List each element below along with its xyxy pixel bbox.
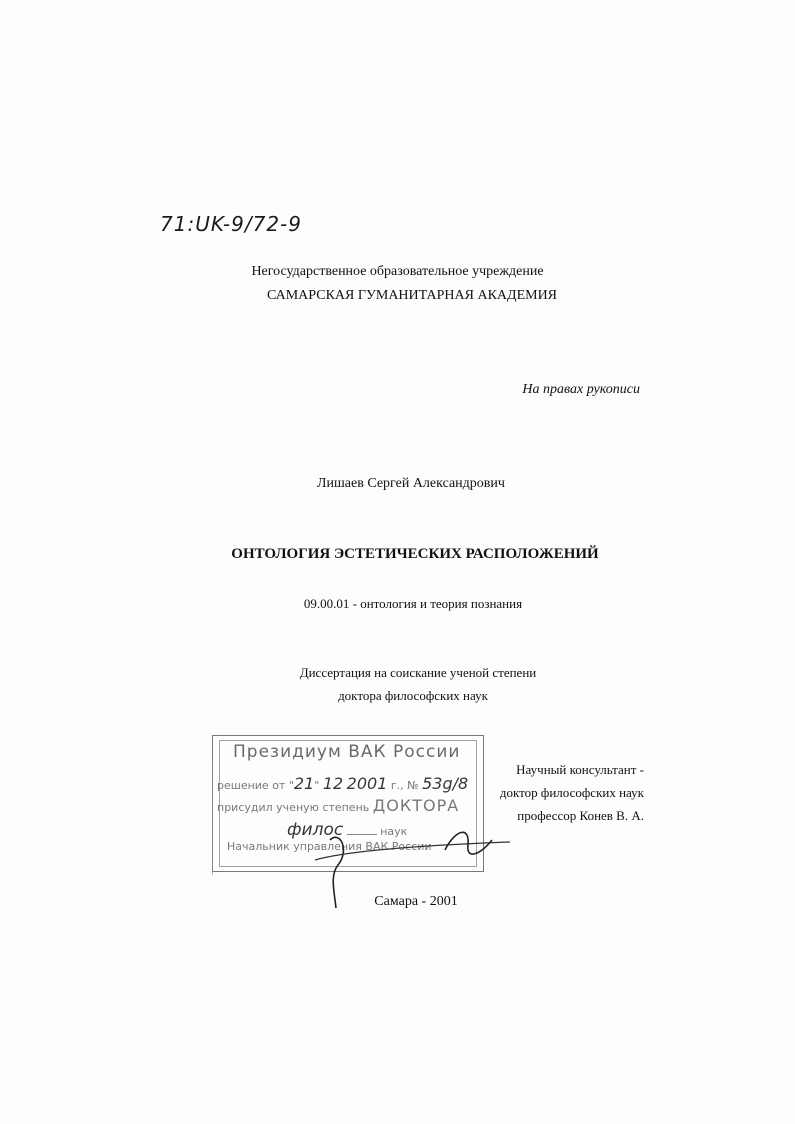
consultant-line-2: доктор философских наук — [499, 785, 644, 800]
author-name: Лишаев Сергей Александрович — [317, 476, 505, 491]
consultant-line-3: профессор Конев В. А. — [517, 808, 644, 823]
specialty-code: 09.00.01 - онтология и теория познания — [303, 596, 523, 611]
degree-line-2: доктора философских наук — [338, 688, 488, 703]
stamp-decision-sep: " — [314, 779, 320, 792]
archive-code: 71:UK-9/72-9 — [160, 212, 302, 236]
manuscript-note: На правах рукописи — [522, 382, 640, 397]
degree-line-1: Диссертация на соискание ученой степени — [299, 665, 537, 680]
institution-type: Негосударственное образовательное учреждение — [251, 264, 544, 279]
dissertation-title: ОНТОЛОГИЯ ЭСТЕТИЧЕСКИХ РАСПОЛОЖЕНИЙ — [231, 546, 599, 562]
stamp-decision-day: 21 — [293, 774, 315, 793]
stamp-decision-year: 2001 — [346, 774, 388, 793]
city-year: Самара - 2001 — [374, 894, 458, 909]
stamp-award-prefix: присудил ученую степень — [217, 801, 370, 814]
consultant-block — [494, 758, 644, 827]
stamp-title: Президиум ВАК России — [233, 742, 461, 762]
institution-name: САМАРСКАЯ ГУМАНИТАРНАЯ АКАДЕМИЯ — [266, 288, 558, 303]
stamp-decision-month: 12 — [322, 774, 344, 793]
stamp-award-degree: ДОКТОРА — [372, 796, 460, 815]
stamp-sciences-suffix: наук — [380, 825, 408, 838]
stamp-decision-prefix: решение от " — [217, 779, 294, 792]
stamp-sciences-handwritten: филос — [287, 820, 344, 840]
stamp-decision-number: 53g/8 — [422, 774, 469, 793]
stamp-decision-suffix: г., № — [390, 779, 419, 792]
consultant-line-1: Научный консультант - — [516, 762, 644, 777]
stamp-head-line: Начальник управления ВАК России — [227, 840, 432, 853]
stamp-edge-shadow — [212, 735, 487, 875]
